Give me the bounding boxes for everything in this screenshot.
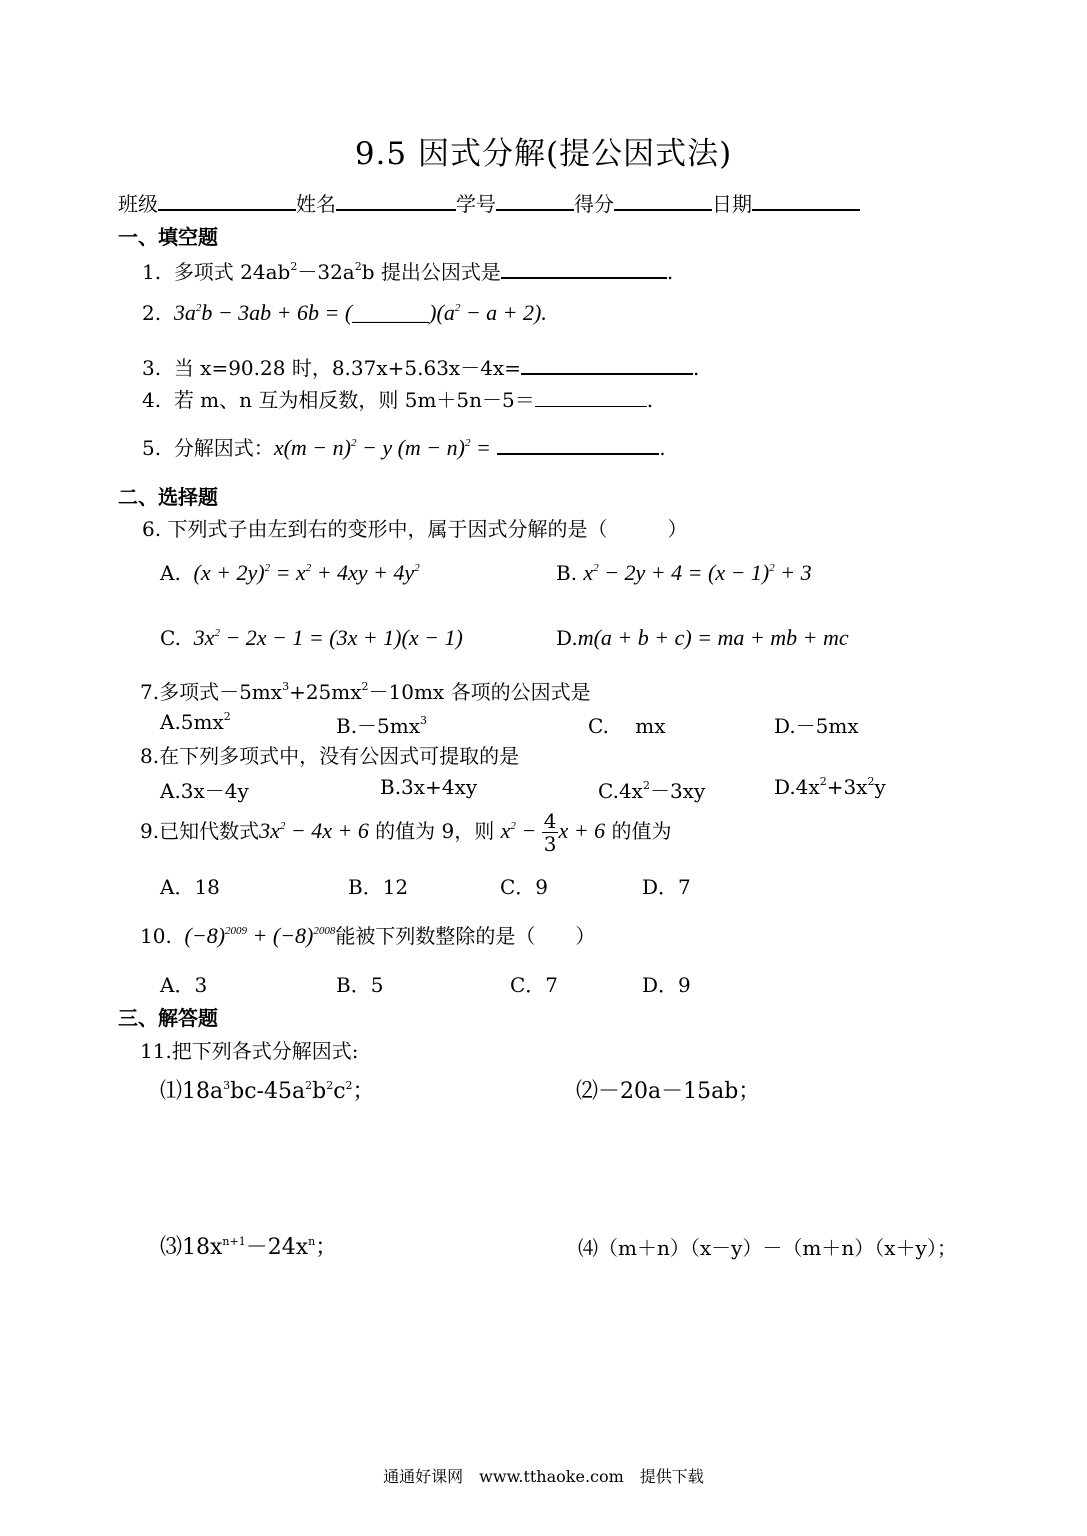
- q5-f1: x(m − n): [273, 435, 351, 460]
- q6-a-e3: 2: [414, 562, 420, 574]
- q11-part-2: ⑵－20a－15ab；: [576, 1079, 761, 1104]
- q6-a-f3: + 4xy + 4y: [311, 560, 415, 585]
- q5-answer-blank[interactable]: [497, 433, 659, 455]
- class-label: 班级: [118, 192, 158, 216]
- q11-p1-e3: 2: [326, 1079, 334, 1092]
- q7-option-a[interactable]: [160, 710, 231, 734]
- q11-part-4: ⑷（m＋n）（x－y）－（m＋n）（x＋y）；: [578, 1236, 957, 1260]
- q2-f1: 3a: [173, 300, 196, 325]
- q8-option-b[interactable]: B.3x+4xy: [380, 775, 478, 799]
- q5-period: .: [659, 436, 666, 460]
- q10-f1: (−8): [184, 923, 226, 948]
- q5-formula: [274, 435, 491, 460]
- section-multiple-choice-heading: 二、选择题: [118, 485, 218, 509]
- date-label: 日期: [712, 192, 752, 216]
- q11-p1-t3: b: [312, 1079, 327, 1104]
- q8-d-e2: 2: [867, 775, 875, 788]
- q10-option-d[interactable]: D．9: [642, 973, 691, 997]
- q7-a-exp: 2: [223, 710, 231, 723]
- q11-part-3: [160, 1230, 337, 1261]
- q7-e2: 2: [361, 680, 369, 693]
- q6-b-formula: [583, 560, 811, 585]
- q8-d-t3: y: [874, 775, 886, 799]
- q3-text: 当 x=90.28 时，8.37x+5.63x－4x=: [173, 356, 521, 380]
- section-solve-heading: 三、解答题: [118, 1006, 218, 1030]
- q11-p1-e4: 2: [345, 1079, 353, 1092]
- q6-d-formula: m(a + b + c) = ma + mb + mc: [577, 625, 849, 650]
- q6-a-f1: (x + 2y): [193, 560, 265, 585]
- q6-c-e1: 2: [214, 627, 220, 639]
- question-9-stem: [140, 810, 671, 855]
- question-10-stem: [140, 920, 595, 949]
- q7-e1: 3: [282, 680, 290, 693]
- q7-option-c[interactable]: C. mx: [588, 714, 666, 738]
- q2-f2[interactable]: b − 3ab + 6b = (_______)(a: [201, 300, 455, 325]
- number-label: 学号: [456, 192, 496, 216]
- score-label: 得分: [574, 192, 614, 216]
- q10-option-b[interactable]: B．5: [336, 973, 384, 997]
- q10-formula: [185, 923, 336, 948]
- q6-b-e2: 2: [769, 562, 775, 574]
- q9-f4: −: [515, 818, 542, 843]
- q11-p1-end: ；: [352, 1079, 375, 1104]
- q7-option-d[interactable]: D.－5mx: [774, 714, 859, 738]
- page-title: 9.5 因式分解(提公因式法): [354, 136, 733, 172]
- q8-d-t2: +3x: [826, 775, 868, 799]
- q7-option-b[interactable]: [336, 710, 427, 739]
- q6-option-d[interactable]: [556, 625, 849, 651]
- q3-period: .: [692, 356, 700, 380]
- name-label: 姓名: [296, 192, 336, 216]
- q6-option-a[interactable]: [160, 560, 420, 586]
- q7-a-text: A.5mx: [160, 710, 224, 734]
- q11-part-1: [160, 1074, 375, 1105]
- q6-c-label: C.: [160, 626, 181, 650]
- q9-t3: 的值为: [605, 819, 672, 843]
- q6-b-label: B.: [556, 561, 578, 585]
- date-blank[interactable]: [752, 189, 860, 211]
- q2-number: 2.: [142, 301, 162, 325]
- q5-exp1: 2: [350, 437, 357, 449]
- q6-b-f1: x: [583, 560, 594, 585]
- q7-b-exp: 3: [420, 714, 428, 727]
- score-blank[interactable]: [614, 189, 712, 211]
- q2-formula: [174, 300, 547, 325]
- q11-p3-e2: n: [308, 1235, 316, 1248]
- q11-p1-number: ⑴: [160, 1079, 183, 1104]
- question-2: [142, 300, 547, 326]
- q6-c-f1: 3x: [193, 625, 215, 650]
- page-footer: 通通好课网 www.tthaoke.com 提供下载: [383, 1467, 704, 1486]
- number-blank[interactable]: [496, 189, 574, 211]
- q6-a-e2: 2: [305, 562, 312, 574]
- q10-e1: 2009: [225, 925, 248, 937]
- q9-t2: 的值为 9，则: [368, 819, 501, 843]
- q6-a-e1: 2: [264, 562, 271, 574]
- q2-exp2: 2: [454, 302, 461, 314]
- q1-text-post: b 提出公因式是: [361, 260, 501, 284]
- question-4: [142, 384, 653, 413]
- q3-answer-blank[interactable]: [521, 353, 693, 375]
- q9-fraction: [542, 810, 559, 855]
- q6-a-label: A.: [160, 561, 181, 585]
- q7-t3: －10mx 各项的公因式是: [368, 680, 591, 704]
- q9-f5: x + 6: [558, 818, 606, 843]
- q2-exp1: 2: [195, 302, 202, 314]
- q1-exp1: 2: [290, 260, 298, 273]
- q1-period: .: [666, 260, 674, 284]
- q9-e2: 2: [510, 820, 516, 832]
- q10-number: 10.: [140, 924, 172, 948]
- q8-option-d[interactable]: [774, 775, 886, 799]
- q8-d-e1: 2: [819, 775, 827, 788]
- q9-f2: − 4x + 6: [285, 818, 369, 843]
- q7-t2: +25mx: [289, 680, 362, 704]
- q6-c-formula: [194, 625, 463, 650]
- q6-option-b[interactable]: [556, 560, 812, 586]
- q6-b-e1: 2: [593, 562, 599, 574]
- q9-option-c[interactable]: C．9: [500, 875, 549, 899]
- q1-text-mid: －32a: [297, 260, 355, 284]
- q6-b-f3: + 3: [774, 560, 812, 585]
- q6-a-f2: = x: [270, 560, 306, 585]
- q7-t1: 7.多项式－5mx: [140, 680, 283, 704]
- q4-answer-blank[interactable]: [535, 386, 647, 407]
- student-info-row: [118, 188, 860, 217]
- q9-formula-1: [259, 818, 369, 843]
- q5-text: 分解因式：: [173, 436, 274, 460]
- q5-f3: =: [470, 435, 491, 460]
- q11-p1-e1: 3: [223, 1079, 231, 1092]
- question-8-stem: 8.在下列多项式中，没有公因式可提取的是: [140, 744, 520, 768]
- question-7-stem: [140, 676, 591, 705]
- q9-e1: 2: [279, 820, 286, 832]
- question-3: [142, 352, 699, 381]
- q9-option-a[interactable]: A．18: [160, 875, 220, 899]
- q5-f2: − y (m − n): [356, 435, 465, 460]
- q9-option-b[interactable]: B．12: [348, 875, 409, 899]
- q1-text: 多项式 24ab: [173, 260, 291, 284]
- q6-a-formula: [194, 560, 420, 585]
- q11-p1-t1: 18a: [182, 1079, 224, 1104]
- q8-c-t1: C.4x: [598, 779, 643, 803]
- question-11-stem: 11.把下列各式分解因式:: [140, 1039, 359, 1063]
- q11-p3-t2: －24x: [245, 1235, 309, 1260]
- q7-b-text: B.－5mx: [336, 714, 421, 738]
- q9-f3: x: [500, 818, 511, 843]
- q6-option-c[interactable]: [160, 625, 463, 651]
- q10-e2: 2008: [313, 925, 336, 937]
- q4-text: 若 m、n 互为相反数，则 5m＋5n－5＝: [173, 388, 535, 412]
- q6-b-f2: − 2y + 4 = (x − 1): [598, 560, 770, 585]
- q1-exp2: 2: [354, 260, 362, 273]
- q6-d-label: D.: [556, 626, 578, 650]
- q8-c-e: 2: [642, 779, 650, 792]
- q8-d-t1: D.4x: [774, 775, 820, 799]
- q1-number: 1.: [142, 260, 162, 284]
- q10-option-c[interactable]: C．7: [510, 973, 559, 997]
- q1-answer-blank[interactable]: [501, 257, 667, 279]
- q11-p1-e2: 2: [305, 1079, 313, 1092]
- q9-frac-num: 4: [543, 809, 557, 833]
- q5-exp2: 2: [464, 437, 471, 449]
- q8-c-t2: －3xy: [649, 779, 706, 803]
- q9-f1: 3x: [259, 818, 280, 843]
- q3-number: 3.: [142, 356, 162, 380]
- q10-option-a[interactable]: A．3: [160, 973, 208, 997]
- q11-p3-end: ；: [315, 1235, 338, 1260]
- section-fill-blank-heading: 一、填空题: [118, 225, 218, 249]
- q9-frac-den: 3: [543, 832, 557, 856]
- q6-c-f2: − 2x − 1 = (3x + 1)(x − 1): [219, 625, 463, 650]
- q5-number: 5.: [142, 436, 162, 460]
- q9-option-d[interactable]: D．7: [642, 875, 691, 899]
- q8-option-a[interactable]: A.3x－4y: [160, 779, 249, 803]
- q11-p3-e1: n+1: [222, 1235, 246, 1248]
- q10-text: 能被下列数整除的是（ ）: [335, 924, 596, 948]
- name-blank[interactable]: [336, 189, 456, 211]
- question-1: [142, 256, 673, 285]
- q10-f2: + (−8): [247, 923, 314, 948]
- q2-f3: − a + 2).: [460, 300, 547, 325]
- class-blank[interactable]: [158, 189, 296, 211]
- q11-p1-t2: bc-45a: [230, 1079, 306, 1104]
- q11-p1-t4: c: [333, 1079, 346, 1104]
- q11-p3-number: ⑶: [160, 1235, 183, 1260]
- question-6-stem: 6. 下列式子由左到右的变形中，属于因式分解的是（ ）: [142, 517, 688, 541]
- q11-p3-t1: 18x: [182, 1235, 223, 1260]
- question-5: [142, 432, 666, 461]
- q4-period: .: [646, 388, 654, 412]
- q4-number: 4.: [142, 388, 162, 412]
- q9-formula-2: [501, 818, 542, 843]
- q8-option-c[interactable]: [598, 775, 705, 804]
- q9-t1: 9.已知代数式: [140, 819, 260, 843]
